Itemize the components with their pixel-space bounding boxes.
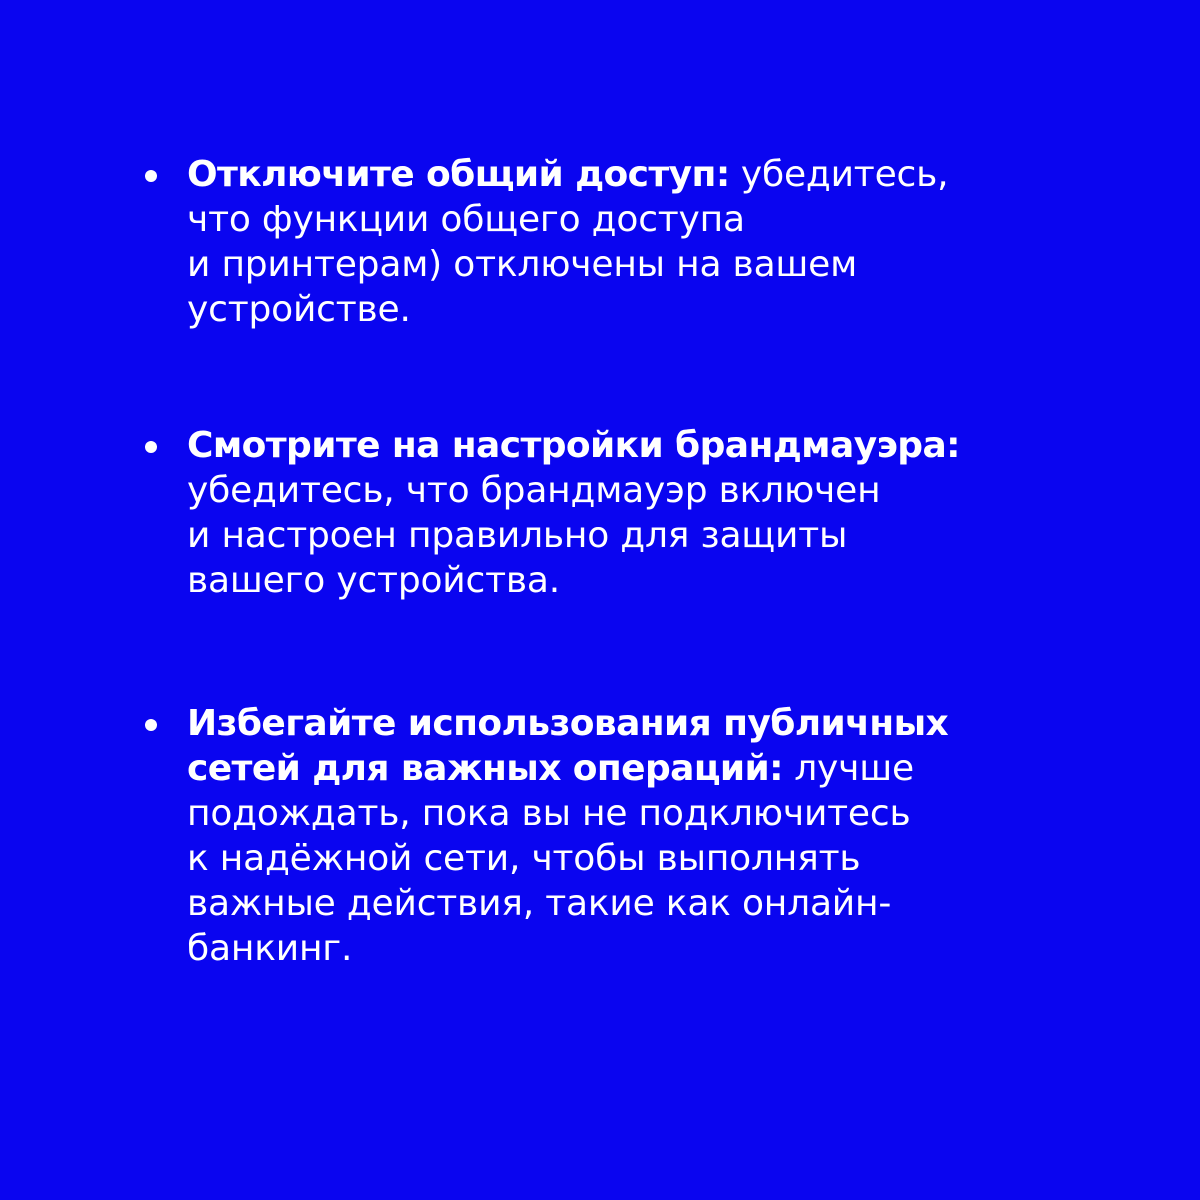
tips-list [145,152,1165,971]
tip-heading: Отключите общий доступ: [187,154,730,195]
tip-line: что функции общего доступа [187,199,745,240]
tip-line: к надёжной сети, чтобы выполнять [187,838,861,879]
tip-heading: Избегайте использования публичных [187,703,949,744]
tip-text: убедитесь, [729,154,949,195]
tip-line: важные действия, такие как онлайн- [187,883,892,924]
tip-line: и настроен правильно для защиты [187,515,848,556]
tip-disable-sharing [145,152,1165,332]
bullet-icon [145,719,157,731]
tip-heading: сетей для важных операций: [187,748,783,789]
tip-firewall [145,423,1165,603]
tip-line [187,152,1165,197]
tip-line: и принтерам) отключены на вашем [187,244,858,285]
tip-line: вашего устройства. [187,560,560,601]
tip-public-networks [145,701,1165,971]
tip-line: банкинг. [187,928,353,969]
tip-line [187,746,1165,791]
tip-line: подождать, пока вы не подключитесь [187,793,911,834]
bullet-icon [145,170,157,182]
tip-line: устройстве. [187,289,411,330]
tip-text: лучше [782,748,914,789]
tip-line: убедитесь, что брандмауэр включен [187,470,881,511]
tip-heading: Смотрите на настройки брандмауэра: [187,425,960,466]
bullet-icon [145,441,157,453]
